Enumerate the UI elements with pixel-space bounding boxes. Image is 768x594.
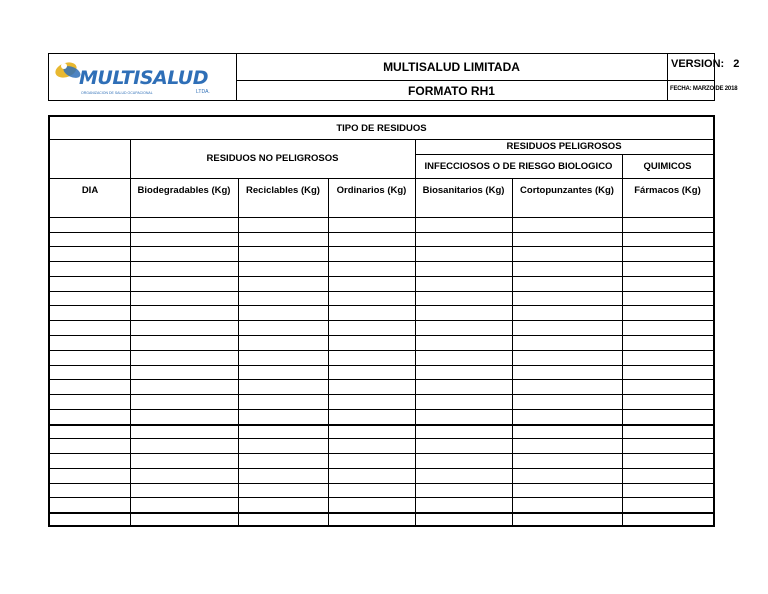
column-header-cortopunzantes: Cortopunzantes (Kg): [520, 184, 614, 196]
table-row-divider: [50, 305, 713, 306]
table-row-divider: [50, 232, 713, 233]
column-header-biodegradables: Biodegradables (Kg): [137, 184, 231, 196]
table-row-divider: [50, 217, 713, 218]
column-header-dia: DIA: [81, 184, 99, 196]
table-row-divider: [50, 350, 713, 351]
grid-line: [622, 154, 623, 527]
waste-record-table: [48, 115, 715, 527]
column-header-ordinarios: Ordinarios (Kg): [336, 184, 407, 196]
table-title: TIPO DE RESIDUOS: [336, 122, 427, 134]
grid-line: [512, 178, 513, 527]
table-row-divider: [50, 276, 713, 277]
grid-line: [328, 178, 329, 527]
table-row-divider: [50, 335, 713, 336]
grid-line: [50, 178, 713, 179]
company-logo-tagline: ORGANIZACION DE SALUD OCUPACIONAL: [81, 91, 153, 95]
table-row-divider: [50, 246, 713, 247]
version-value: 2: [733, 58, 740, 70]
table-row-divider: [50, 394, 713, 395]
table-row-divider: [50, 291, 713, 292]
subgroup-infectious: INFECCIOSOS O DE RIESGO BIOLOGICO: [424, 160, 613, 172]
table-row-divider: [50, 453, 713, 454]
table-row-divider: [50, 409, 713, 410]
date-text: FECHA: MARZO DE 2018: [670, 86, 738, 92]
version-label: VERSION:: [671, 58, 725, 70]
subgroup-chemical: QUIMICOS: [643, 160, 692, 172]
column-header-biosanitarios: Biosanitarios (Kg): [422, 184, 505, 196]
grid-line: [415, 154, 713, 155]
format-name: FORMATO RH1: [236, 81, 668, 100]
group-hazardous: RESIDUOS PELIGROSOS: [506, 141, 622, 152]
company-logo-text: MULTISALUD: [79, 67, 208, 89]
company-logo-suffix: LTDA.: [196, 89, 210, 95]
column-header-reciclables: Reciclables (Kg): [246, 184, 320, 196]
table-row-divider: [50, 497, 713, 498]
column-header-farmacos: Fármacos (Kg): [634, 184, 701, 196]
table-row-divider: [50, 424, 713, 426]
grid-line: [50, 139, 713, 140]
version-cell: [668, 54, 740, 81]
table-row-divider: [50, 365, 713, 366]
table-row-divider: [50, 438, 713, 439]
company-name: MULTISALUD LIMITADA: [236, 54, 668, 81]
table-row-divider: [50, 379, 713, 380]
grid-line: [238, 178, 239, 527]
table-row-divider: [50, 468, 713, 469]
table-row-divider: [50, 320, 713, 321]
logo-cell: [49, 54, 237, 100]
document-header: [48, 53, 740, 101]
group-non-hazardous: RESIDUOS NO PELIGROSOS: [206, 153, 339, 164]
table-row-divider: [50, 261, 713, 262]
table-row-divider: [50, 512, 713, 514]
table-row-divider: [50, 483, 713, 484]
